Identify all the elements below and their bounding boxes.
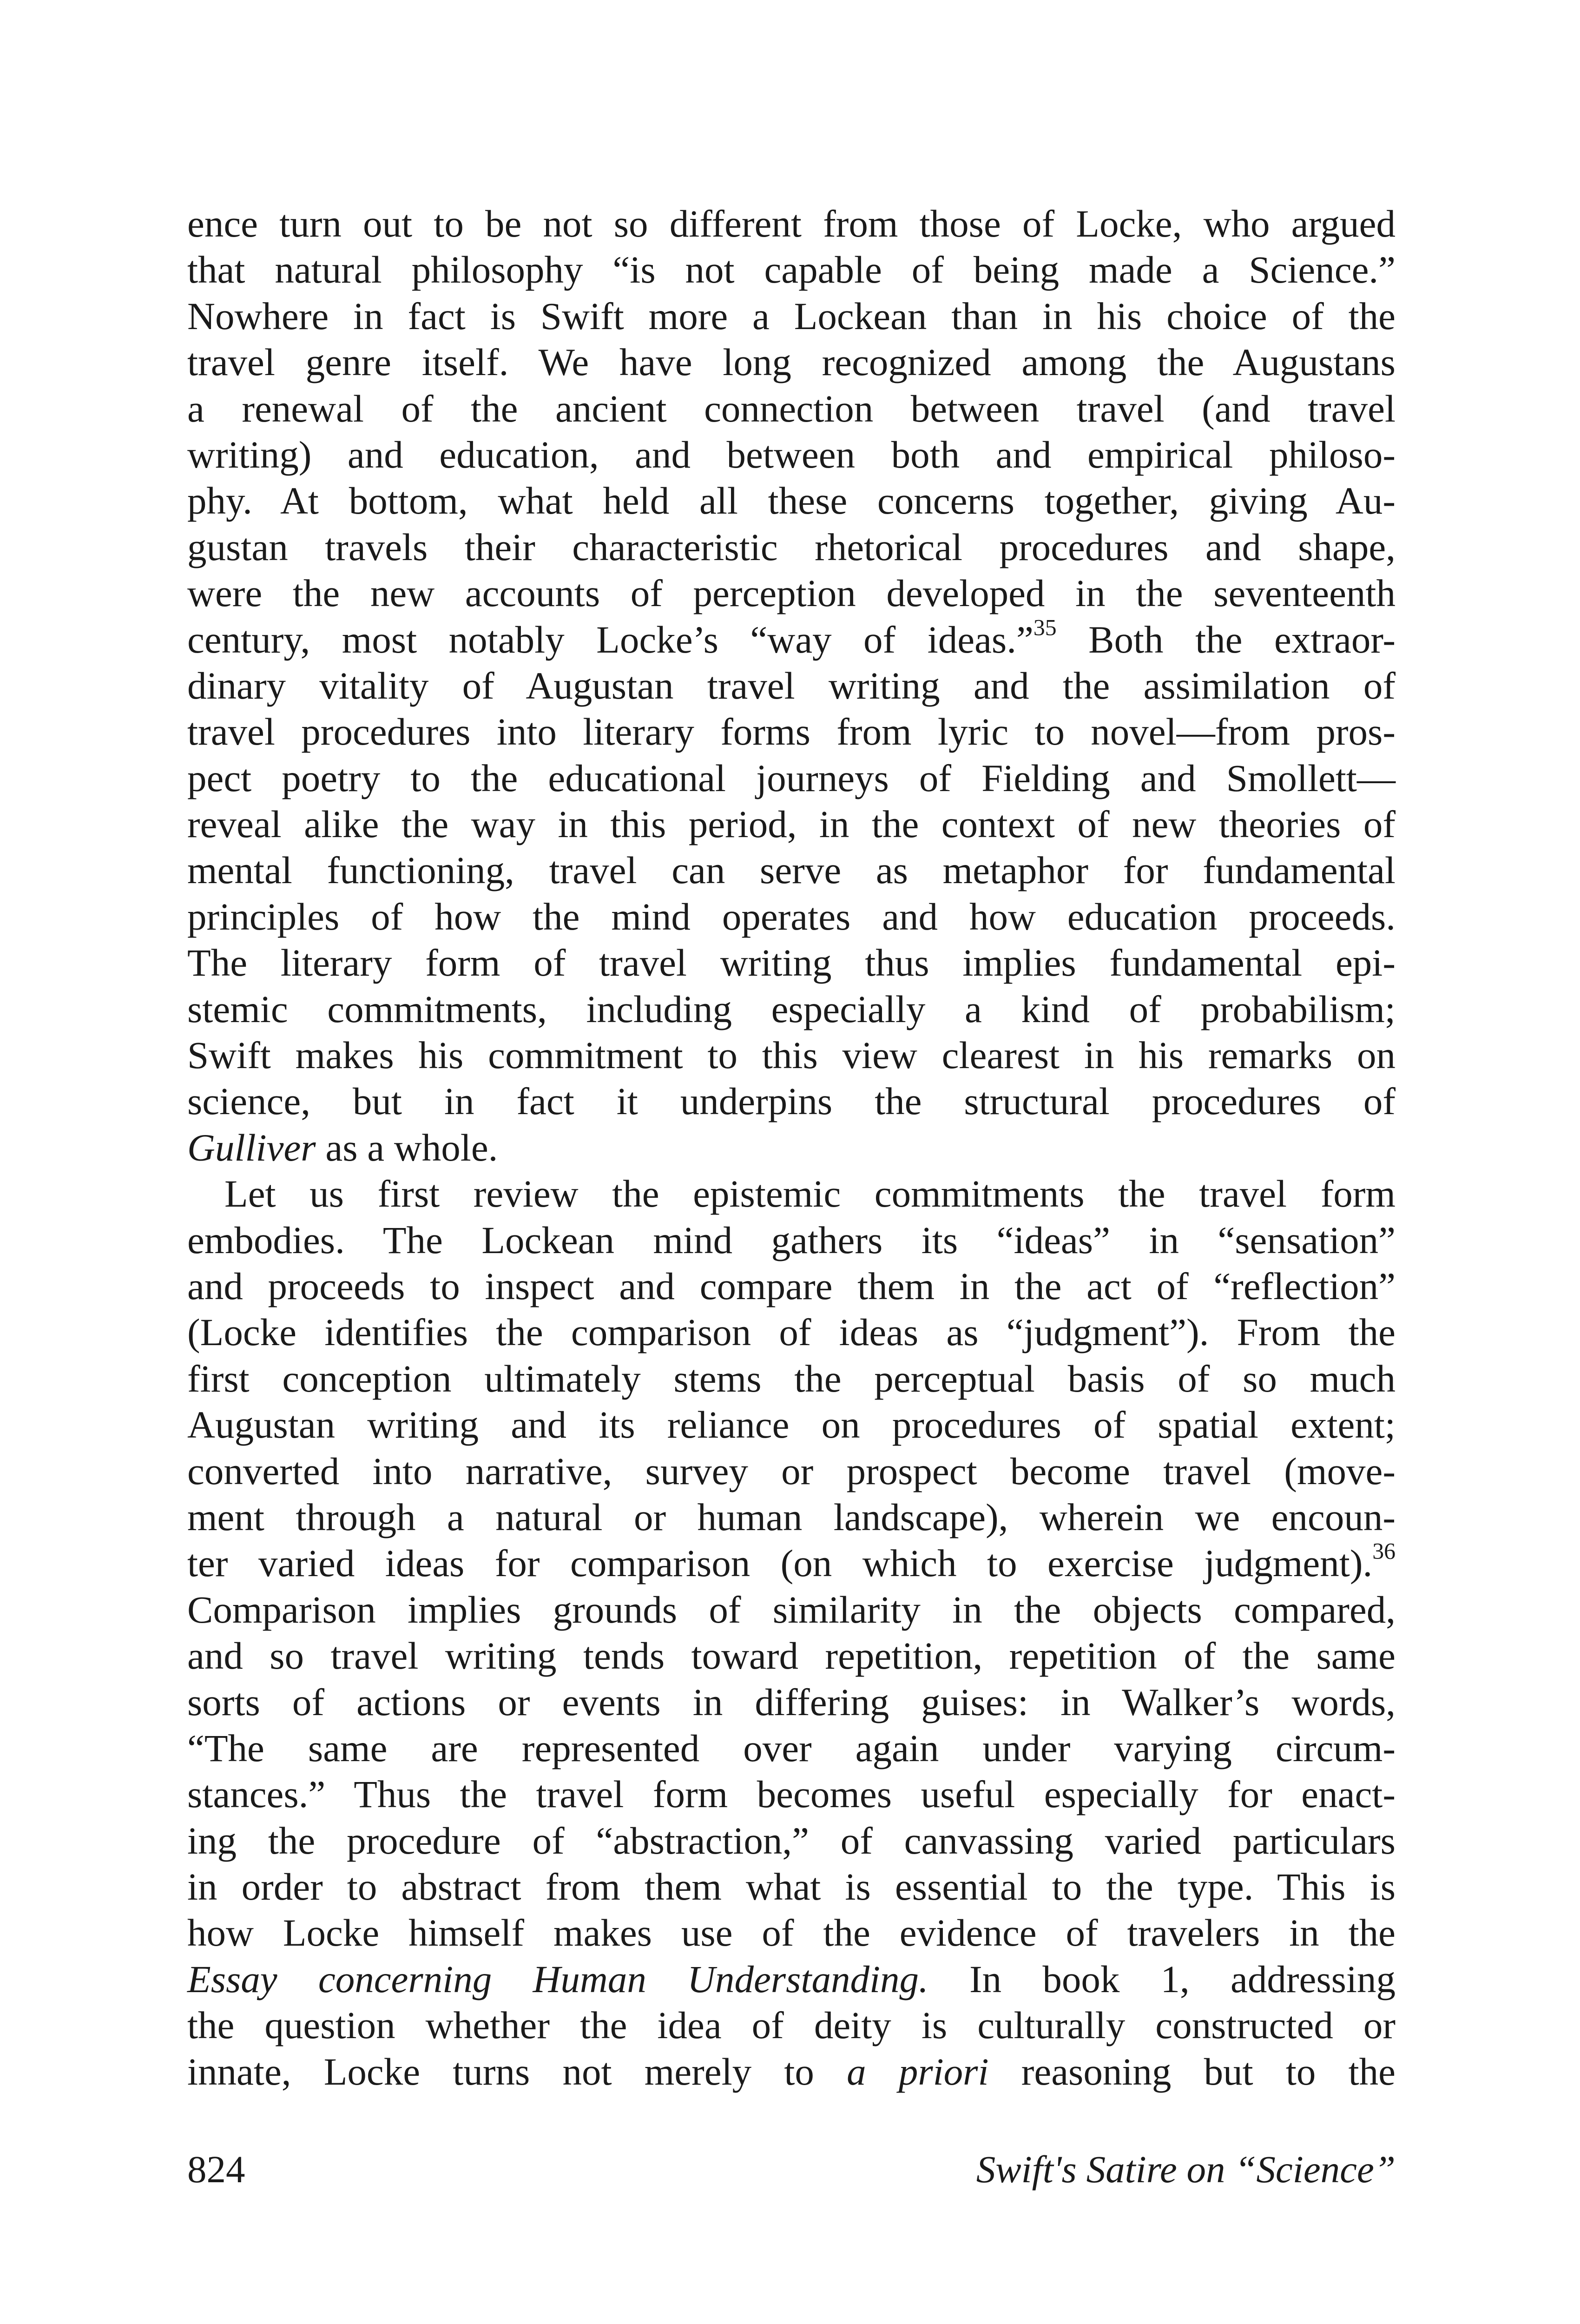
text-line <box>187 1078 1396 1124</box>
text-line <box>187 1356 1396 1402</box>
footnote-ref: 36 <box>1372 1538 1396 1564</box>
text-line <box>187 1587 1396 1633</box>
text-line <box>187 247 1396 293</box>
text-segment: century, most notably Locke’s “way of ideas.” <box>187 618 1034 661</box>
text-line <box>187 1910 1396 1956</box>
text-line <box>187 201 1396 247</box>
running-head: Swift's Satire on “Science” <box>976 2148 1396 2191</box>
text-segment: (Locke identifies the comparison of ideas as “judgment”). From the <box>187 1311 1396 1354</box>
text-segment: “The same are represented over again under varying circum- <box>187 1726 1396 1769</box>
text-segment: dinary vitality of Augustan travel writing and the assimilation of <box>187 664 1396 707</box>
text-segment: Augustan writing and its reliance on procedures of spatial extent; <box>187 1403 1396 1446</box>
text-segment: and proceeds to inspect and compare them in the act of “reflection” <box>187 1264 1396 1307</box>
text-segment: a renewal of the ancient connection between travel (and travel <box>187 387 1396 430</box>
text-line <box>187 1217 1396 1263</box>
text-segment: in order to abstract from them what is essential to the type. This is <box>187 1865 1396 1908</box>
text-line <box>187 1864 1396 1910</box>
text-segment: phy. At bottom, what held all these concerns together, giving Au- <box>187 479 1396 522</box>
text-segment: stemic commitments, including especially a kind of probabilism; <box>187 987 1396 1030</box>
text-line <box>187 663 1396 709</box>
text-segment: first conception ultimately stems the perceptual basis of so much <box>187 1357 1396 1400</box>
text-line <box>187 986 1396 1032</box>
text-segment: sorts of actions or events in differing guises: in Walker’s words, <box>187 1680 1396 1723</box>
text-segment: reasoning but to the <box>988 2050 1396 2093</box>
text-line <box>187 2049 1396 2095</box>
text-line <box>187 1125 1396 1171</box>
text-segment: travel genre itself. We have long recognized among the Augustans <box>187 341 1396 384</box>
body-text <box>187 201 1396 2095</box>
text-segment: converted into narrative, survey or prospect become travel (move- <box>187 1449 1396 1492</box>
text-segment: reveal alike the way in this period, in the context of new theories of <box>187 803 1396 846</box>
text-line <box>187 755 1396 801</box>
text-line <box>187 940 1396 986</box>
text-segment: travel procedures into literary forms from lyric to novel—from pros- <box>187 710 1396 753</box>
text-segment: Swift makes his commitment to this view clearest in his remarks on <box>187 1034 1396 1077</box>
text-line <box>187 1402 1396 1448</box>
text-line <box>187 847 1396 893</box>
text-segment: Nowhere in fact is Swift more a Lockean than in his choice of the <box>187 294 1396 337</box>
text-segment: The literary form of travel writing thus implies fundamental epi- <box>187 941 1396 984</box>
text-line <box>187 1309 1396 1355</box>
text-line <box>187 709 1396 755</box>
text-line <box>187 801 1396 847</box>
italic-text: a priori <box>847 2050 989 2093</box>
text-line <box>187 1956 1396 2002</box>
text-segment: writing) and education, and between both and empirical philoso- <box>187 433 1396 476</box>
text-line <box>187 570 1396 616</box>
text-segment: Comparison implies grounds of similarity in the objects compared, <box>187 1588 1396 1631</box>
text-segment: embodies. The Lockean mind gathers its “ideas” in “sensation” <box>187 1218 1396 1261</box>
text-segment: ment through a natural or human landscape), wherein we encoun- <box>187 1495 1396 1538</box>
text-segment: how Locke himself makes use of the evidence of travelers in the <box>187 1911 1396 1954</box>
text-segment: stances.” Thus the travel form becomes useful especially for enact- <box>187 1773 1396 1816</box>
text-segment: the question whether the idea of deity is culturally constructed or <box>187 2004 1396 2047</box>
text-segment: ence turn out to be not so different from those of Locke, who argued <box>187 202 1396 245</box>
text-line <box>187 1263 1396 1309</box>
text-segment: were the new accounts of perception developed in the seventeenth <box>187 572 1396 615</box>
text-segment: that natural philosophy “is not capable of being made a Science.” <box>187 248 1396 291</box>
italic-text: Gulliver <box>187 1126 316 1169</box>
text-segment: ing the procedure of “abstraction,” of canvassing varied particulars <box>187 1819 1396 1862</box>
text-line <box>187 894 1396 940</box>
text-segment: mental functioning, travel can serve as metaphor for fundamental <box>187 849 1396 892</box>
text-line <box>187 293 1396 339</box>
text-line <box>187 339 1396 385</box>
text-line <box>187 432 1396 478</box>
text-segment: In book 1, addressing <box>928 1957 1396 2000</box>
page-number: 824 <box>187 2148 245 2191</box>
text-line <box>187 2002 1396 2048</box>
text-segment: innate, Locke turns not merely to <box>187 2050 847 2093</box>
text-line <box>187 1679 1396 1725</box>
text-segment: science, but in fact it underpins the structural procedures of <box>187 1080 1396 1123</box>
text-segment: and so travel writing tends toward repetition, repetition of the same <box>187 1634 1396 1677</box>
text-line <box>187 1725 1396 1771</box>
text-line <box>187 1633 1396 1679</box>
text-line <box>187 478 1396 524</box>
footnote-ref: 35 <box>1033 614 1057 640</box>
text-line <box>187 614 1396 663</box>
text-segment: Let us first review the epistemic commitments the travel form <box>224 1172 1396 1215</box>
text-segment: pect poetry to the educational journeys of Fielding and Smollett— <box>187 756 1396 799</box>
text-line <box>187 1171 1396 1217</box>
italic-text: Essay concerning Human Understanding. <box>187 1957 928 2000</box>
text-segment: ter varied ideas for comparison (on which to exercise judgment). <box>187 1542 1373 1585</box>
text-line <box>187 1494 1396 1540</box>
text-line <box>187 1032 1396 1078</box>
text-segment: as a whole. <box>316 1126 498 1169</box>
text-line <box>187 1448 1396 1494</box>
text-line <box>187 524 1396 570</box>
page-footer <box>187 2144 1396 2195</box>
text-segment: Both the extraor- <box>1056 618 1396 661</box>
text-line <box>187 1771 1396 1817</box>
text-line <box>187 1818 1396 1864</box>
text-line <box>187 1540 1396 1586</box>
text-line <box>187 386 1396 432</box>
text-segment: gustan travels their characteristic rhetorical procedures and shape, <box>187 525 1396 568</box>
text-segment: principles of how the mind operates and how education proceeds. <box>187 895 1396 938</box>
